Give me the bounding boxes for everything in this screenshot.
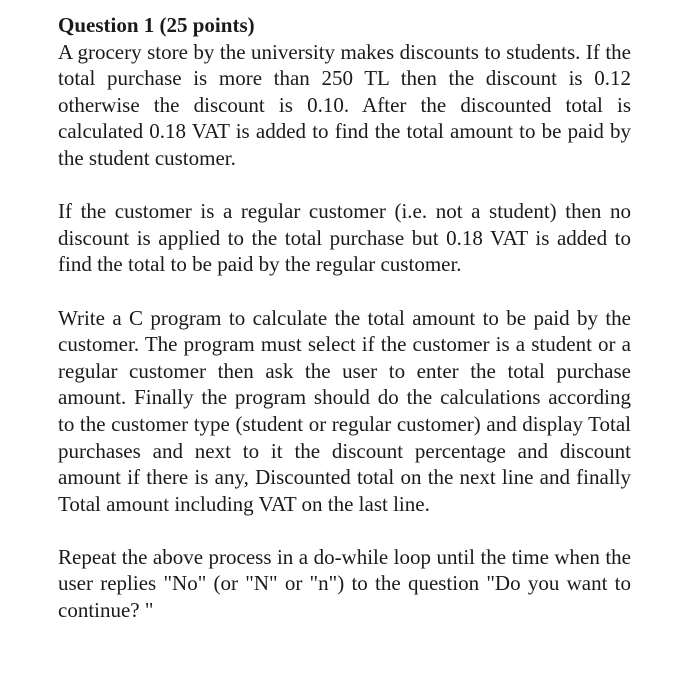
- paragraph-loop-instructions: Repeat the above process in a do-while loop until the time when the user replies "No" (or "N" or "n") to the question "Do you want to continue? ": [58, 544, 631, 623]
- paragraph-program-requirements: Write a C program to calculate the total amount to be paid by the customer. The program must select if the customer is a student or a regular customer then ask the user to enter the total purchase amount. Finally the program should do the calculations according to the customer type (student or regular customer) and display Total purchases and next to it the discount percentage and discount amount if there is any, Discounted total on the next line and finally Total amount including VAT on the last line.: [58, 305, 631, 516]
- question-title: Question 1 (25 points): [58, 13, 255, 37]
- paragraph-student-discount: A grocery store by the university makes discounts to students. If the total purchase is more than 250 TL then the discount is 0.12 otherwise the discount is 0.10. After the discounted total is calculated 0.18 VAT is added to find the total amount to be paid by the student customer.: [58, 39, 631, 170]
- paragraph-regular-customer: If the customer is a regular customer (i.e. not a student) then no discount is applied to the total purchase but 0.18 VAT is added to find the total to be paid by the regular customer.: [58, 199, 631, 277]
- question-document: [58, 12, 631, 624]
